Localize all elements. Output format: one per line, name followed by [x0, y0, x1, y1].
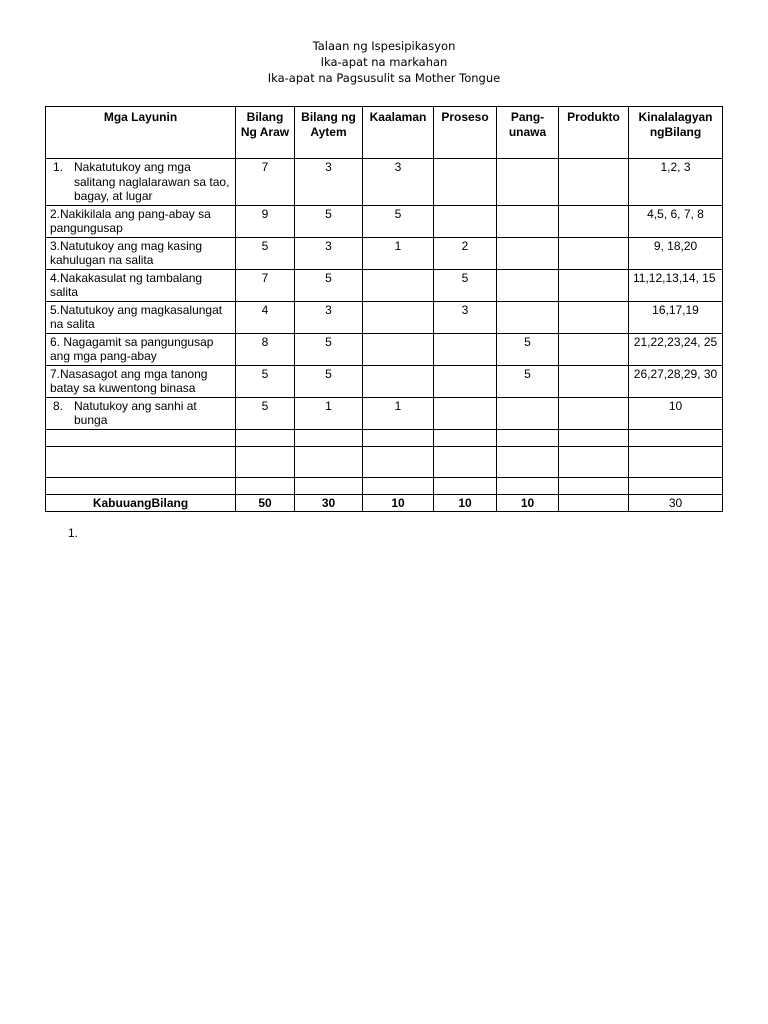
- column-header: Bilang ng Aytem: [295, 107, 363, 159]
- days-cell: 7: [236, 159, 295, 206]
- objective-cell: 6. Nagagamit sa pangungusap ang mga pang-abay: [46, 333, 236, 365]
- knowledge-cell: 3: [363, 159, 434, 206]
- empty-cell: [434, 446, 497, 477]
- knowledge-cell: 1: [363, 397, 434, 429]
- items-cell: 5: [295, 333, 363, 365]
- understanding-cell: [497, 269, 559, 301]
- understanding-cell: [497, 301, 559, 333]
- empty-row: [46, 429, 723, 446]
- table-row: [46, 333, 723, 365]
- table-row: [46, 397, 723, 429]
- empty-cell: [434, 477, 497, 494]
- items-cell: 5: [295, 365, 363, 397]
- table-row: [46, 365, 723, 397]
- days-cell: 8: [236, 333, 295, 365]
- understanding-cell: [497, 159, 559, 206]
- product-cell: [559, 301, 629, 333]
- days-cell: 5: [236, 365, 295, 397]
- objective-cell: 5.Natutukoy ang magkasalungat na salita: [46, 301, 236, 333]
- column-header: Proseso: [434, 107, 497, 159]
- document-title: [0, 38, 768, 86]
- process-cell: 3: [434, 301, 497, 333]
- empty-cell: [295, 446, 363, 477]
- knowledge-cell: [363, 269, 434, 301]
- table-row: [46, 237, 723, 269]
- total-days: 50: [236, 494, 295, 512]
- header-row: [46, 107, 723, 159]
- objective-cell: [46, 159, 236, 206]
- process-cell: 2: [434, 237, 497, 269]
- title-line-3: Ika-apat na Pagsusulit sa Mother Tongue: [267, 71, 501, 85]
- product-cell: [559, 269, 629, 301]
- location-cell: 26,27,28,29, 30: [629, 365, 723, 397]
- location-cell: 10: [629, 397, 723, 429]
- knowledge-cell: 1: [363, 237, 434, 269]
- product-cell: [559, 205, 629, 237]
- empty-cell: [559, 446, 629, 477]
- total-row: [46, 494, 723, 512]
- empty-cell: [559, 429, 629, 446]
- empty-row: [46, 477, 723, 494]
- empty-cell: [236, 477, 295, 494]
- empty-cell: [434, 429, 497, 446]
- understanding-cell: 5: [497, 333, 559, 365]
- objective-text: Natutukoy ang sanhi at bunga: [74, 398, 197, 427]
- total-knowledge: 10: [363, 494, 434, 512]
- total-items: 30: [295, 494, 363, 512]
- empty-cell: [497, 446, 559, 477]
- location-cell: 4,5, 6, 7, 8: [629, 205, 723, 237]
- empty-cell: [236, 429, 295, 446]
- objective-cell: 2.Nakikilala ang pang-abay sa pangungusap: [46, 205, 236, 237]
- days-cell: 9: [236, 205, 295, 237]
- days-cell: 4: [236, 301, 295, 333]
- empty-cell: [46, 477, 236, 494]
- objective-number: 8.: [53, 398, 64, 413]
- understanding-cell: [497, 205, 559, 237]
- table-row: [46, 205, 723, 237]
- total-location: 30: [629, 494, 723, 512]
- objective-cell: 4.Nakakasulat ng tambalang salita: [46, 269, 236, 301]
- column-header: Kinalalagyan ngBilang: [629, 107, 723, 159]
- location-cell: 1,2, 3: [629, 159, 723, 206]
- understanding-cell: 5: [497, 365, 559, 397]
- items-cell: 3: [295, 237, 363, 269]
- knowledge-cell: 5: [363, 205, 434, 237]
- title-line-1: Talaan ng Ispesipikasyon: [312, 39, 456, 53]
- total-product: [559, 494, 629, 512]
- knowledge-cell: [363, 301, 434, 333]
- items-cell: 3: [295, 301, 363, 333]
- days-cell: 5: [236, 237, 295, 269]
- empty-cell: [363, 429, 434, 446]
- process-cell: 5: [434, 269, 497, 301]
- product-cell: [559, 237, 629, 269]
- empty-cell: [295, 429, 363, 446]
- specification-table: [45, 106, 723, 512]
- column-header: Kaalaman: [363, 107, 434, 159]
- product-cell: [559, 397, 629, 429]
- total-label: KabuuangBilang: [46, 494, 236, 512]
- empty-cell: [497, 477, 559, 494]
- empty-cell: [236, 446, 295, 477]
- knowledge-cell: [363, 365, 434, 397]
- empty-cell: [629, 429, 723, 446]
- total-process: 10: [434, 494, 497, 512]
- objective-cell: 3.Natutukoy ang mag kasing kahulugan na salita: [46, 237, 236, 269]
- list-number: 1.: [68, 526, 79, 540]
- process-cell: [434, 365, 497, 397]
- objective-number: 1.: [53, 160, 64, 174]
- table-row: [46, 301, 723, 333]
- empty-cell: [629, 477, 723, 494]
- location-cell: 21,22,23,24, 25: [629, 333, 723, 365]
- days-cell: 7: [236, 269, 295, 301]
- location-cell: 16,17,19: [629, 301, 723, 333]
- objective-text: Nakatutukoy ang mga salitang naglalarawan sa tao, bagay, at lugar: [74, 160, 230, 203]
- process-cell: [434, 333, 497, 365]
- process-cell: [434, 397, 497, 429]
- location-cell: 11,12,13,14, 15: [629, 269, 723, 301]
- items-cell: 5: [295, 269, 363, 301]
- empty-row: [46, 446, 723, 477]
- product-cell: [559, 333, 629, 365]
- days-cell: 5: [236, 397, 295, 429]
- empty-cell: [295, 477, 363, 494]
- items-cell: 1: [295, 397, 363, 429]
- empty-cell: [46, 429, 236, 446]
- empty-cell: [559, 477, 629, 494]
- table-row: [46, 269, 723, 301]
- empty-cell: [46, 446, 236, 477]
- items-cell: 3: [295, 159, 363, 206]
- empty-cell: [497, 429, 559, 446]
- column-header: Mga Layunin: [46, 107, 236, 159]
- column-header: Pang-unawa: [497, 107, 559, 159]
- process-cell: [434, 159, 497, 206]
- knowledge-cell: [363, 333, 434, 365]
- location-cell: 9, 18,20: [629, 237, 723, 269]
- column-header: Produkto: [559, 107, 629, 159]
- empty-cell: [363, 446, 434, 477]
- table-row: [46, 159, 723, 206]
- column-header: Bilang Ng Araw: [236, 107, 295, 159]
- process-cell: [434, 205, 497, 237]
- title-line-2: Ika-apat na markahan: [320, 55, 448, 69]
- objective-cell: 7.Nasasagot ang mga tanong batay sa kuwentong binasa: [46, 365, 236, 397]
- understanding-cell: [497, 237, 559, 269]
- product-cell: [559, 159, 629, 206]
- items-cell: 5: [295, 205, 363, 237]
- empty-cell: [363, 477, 434, 494]
- empty-cell: [629, 446, 723, 477]
- total-understanding: 10: [497, 494, 559, 512]
- product-cell: [559, 365, 629, 397]
- objective-cell: [46, 397, 236, 429]
- understanding-cell: [497, 397, 559, 429]
